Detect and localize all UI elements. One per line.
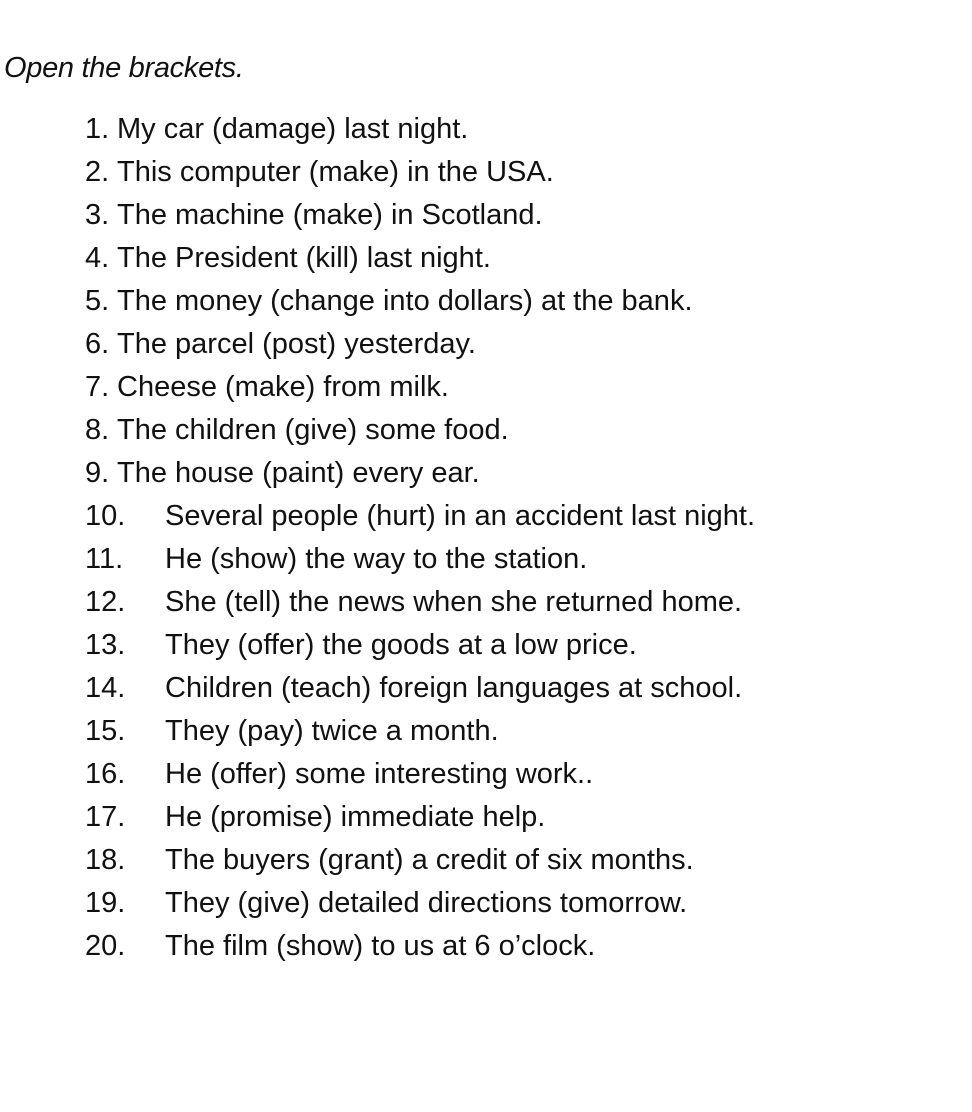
item-text: The parcel (post) yesterday. [117,328,476,360]
item-number: 6. [85,328,110,360]
item-number: 5. [85,285,110,317]
item-number: 20. [85,930,126,962]
list-item [85,108,755,151]
item-text: Cheese (make) from milk. [117,371,449,403]
item-number: 9. [85,457,110,489]
exercise-heading: Open the brackets. [4,52,244,84]
item-number: 1. [85,113,110,145]
item-number: 7. [85,371,110,403]
item-text: The buyers (grant) a credit of six months. [165,844,694,876]
item-text: The President (kill) last night. [117,242,491,274]
list-item [85,925,755,968]
item-text: They (give) detailed directions tomorrow. [165,887,688,919]
item-number: 8. [85,414,110,446]
item-number: 3. [85,199,110,231]
item-text: The film (show) to us at 6 o’clock. [165,930,596,962]
item-text: He (promise) immediate help. [165,801,546,833]
item-text: They (pay) twice a month. [165,715,499,747]
list-item [85,495,755,538]
item-text: The children (give) some food. [117,414,509,446]
item-number: 17. [85,801,126,833]
item-text: They (offer) the goods at a low price. [165,629,637,661]
list-item [85,796,755,839]
list-item [85,710,755,753]
item-number: 14. [85,672,126,704]
list-item [85,667,755,710]
exercise-list [85,108,755,968]
list-item [85,237,755,280]
item-text: The house (paint) every ear. [117,457,480,489]
list-item [85,409,755,452]
item-text: The money (change into dollars) at the bank. [117,285,693,317]
item-text: Several people (hurt) in an accident last night. [165,500,756,532]
item-text: He (offer) some interesting work.. [165,758,594,790]
item-text: She (tell) the news when she returned home. [165,586,743,618]
item-number: 12. [85,586,126,618]
item-number: 2. [85,156,110,188]
item-text: He (show) the way to the station. [165,543,588,575]
list-item [85,839,755,882]
item-number: 11. [85,543,124,575]
list-item [85,194,755,237]
item-number: 13. [85,629,126,661]
list-item [85,323,755,366]
list-item [85,452,755,495]
list-item [85,624,755,667]
item-text: The machine (make) in Scotland. [117,199,543,231]
list-item [85,280,755,323]
item-number: 18. [85,844,126,876]
item-number: 10. [85,500,126,532]
item-number: 19. [85,887,126,919]
item-text: This computer (make) in the USA. [117,156,554,188]
list-item [85,538,755,581]
item-text: My car (damage) last night. [117,113,469,145]
item-number: 4. [85,242,110,274]
list-item [85,366,755,409]
item-number: 15. [85,715,126,747]
item-number: 16. [85,758,126,790]
list-item [85,753,755,796]
list-item [85,581,755,624]
list-item [85,882,755,925]
list-item [85,151,755,194]
item-text: Children (teach) foreign languages at school. [165,672,743,704]
